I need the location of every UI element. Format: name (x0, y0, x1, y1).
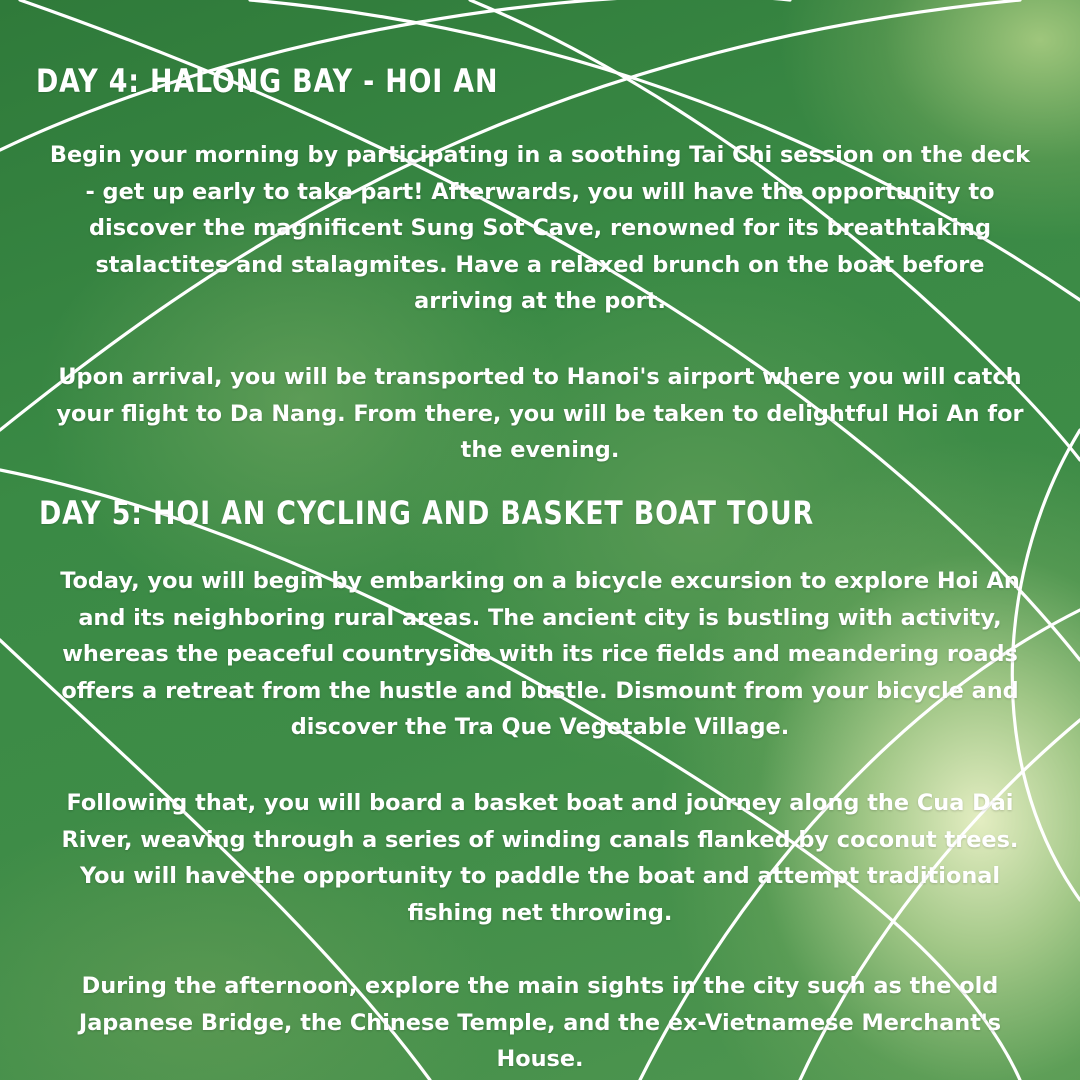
text-line: offers a retreat from the hustle and bustle. Dismount from your bicycle and (61, 677, 1019, 704)
day-4-paragraph-1 (30, 137, 1050, 320)
text-line: your flight to Da Nang. From there, you will be taken to delightful Hoi An for (56, 400, 1024, 427)
text-line: fishing net throwing. (407, 899, 673, 926)
text-line: River, weaving through a series of winding canals flanked by coconut trees. (61, 826, 1019, 853)
day-5-paragraph-3 (30, 968, 1050, 1078)
text-line: Upon arrival, you will be transported to Hanoi's airport where you will catch (58, 364, 1022, 390)
text-line: whereas the peaceful countryside with its rice fields and meandering roads (62, 641, 1018, 667)
day-5-heading: DAY 5: HOI AN CYCLING AND BASKET BOAT TOUR (39, 494, 815, 532)
day-4-heading: DAY 4: HALONG BAY - HOI AN (36, 62, 499, 100)
text-line: - get up early to take part! Afterwards, you will have the opportunity to (85, 178, 995, 205)
text-line: During the afternoon, explore the main sights in the city such as the old (81, 973, 999, 999)
text-line: Today, you will begin by embarking on a bicycle excursion to explore Hoi An (60, 568, 1020, 594)
text-line: Following that, you will board a basket boat and journey along the Cua Dai (66, 790, 1014, 816)
day-5-paragraph-2 (30, 785, 1050, 931)
day-4-paragraph-2 (30, 359, 1050, 469)
text-line: arriving at the port. (414, 288, 666, 314)
text-line: the evening. (460, 437, 620, 463)
text-line: discover the Tra Que Vegetable Village. (290, 714, 790, 740)
day-5-paragraph-1 (30, 563, 1050, 746)
text-line: House. (496, 1046, 584, 1072)
text-line: You will have the opportunity to paddle the boat and attempt traditional (79, 863, 1001, 889)
text-line: Japanese Bridge, the Chinese Temple, and the ex-Vietnamese Merchant's (78, 1009, 1002, 1036)
text-line: stalactites and stalagmites. Have a relaxed brunch on the boat before (95, 251, 985, 278)
text-line: discover the magnificent Sung Sot Cave, renowned for its breathtaking (89, 215, 991, 241)
text-line: Begin your morning by participating in a soothing Tai Chi session on the deck (49, 142, 1031, 168)
text-line: and its neighboring rural areas. The ancient city is bustling with activity, (78, 604, 1002, 631)
